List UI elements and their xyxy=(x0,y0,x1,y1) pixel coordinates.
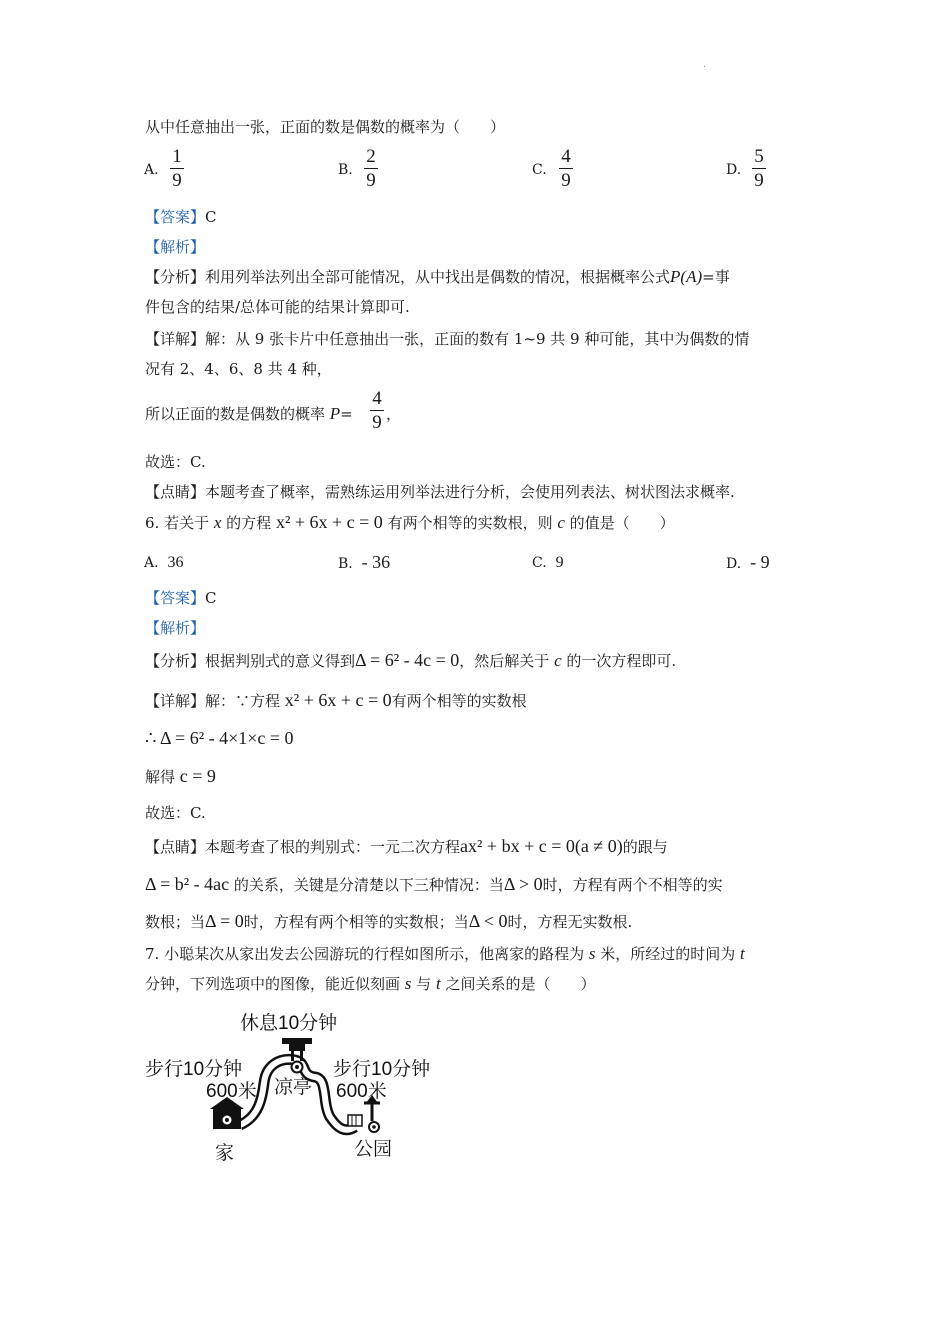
general-quadratic: ax² + bx + c = 0(a ≠ 0) xyxy=(460,836,623,856)
q6-option-c xyxy=(532,554,564,572)
condition-negative: Δ < 0 xyxy=(468,911,508,931)
var-c: c xyxy=(554,651,562,670)
q5-probability-fraction xyxy=(370,389,384,432)
denominator: 9 xyxy=(754,170,764,191)
option-letter: A. xyxy=(144,162,159,178)
option-letter: D. xyxy=(726,162,742,178)
denominator: 9 xyxy=(372,412,382,433)
condition-positive: Δ > 0 xyxy=(503,874,543,894)
q5-option-a xyxy=(144,162,159,178)
option-letter: D. xyxy=(726,556,742,572)
numerator: 2 xyxy=(366,146,376,167)
q6-dianjing-line1 xyxy=(145,836,668,857)
dianjing-tag: 【点睛】 xyxy=(145,838,206,856)
xiangjie-text: 解：从 9 张卡片中任意抽出一张，正面的数有 1~9 共 9 种可能，其中为偶数的情 xyxy=(205,330,750,348)
discriminant-equation: Δ = 6² - 4c = 0 xyxy=(355,650,460,670)
route-diagram xyxy=(140,1005,460,1170)
equation: x² + 6x + c = 0 xyxy=(275,512,383,532)
option-letter: C. xyxy=(532,555,547,571)
stem-text: 米，所经过的时间为 xyxy=(595,945,741,963)
q6-stem xyxy=(145,512,675,533)
q7-stem-line2 xyxy=(145,973,595,994)
denominator: 9 xyxy=(366,170,376,191)
fenxi-text: 根据判别式的意义得到 xyxy=(205,652,356,670)
numerator: 4 xyxy=(561,146,571,167)
park-label: 公园 xyxy=(354,1139,393,1160)
dianjing-text: 数根；当 xyxy=(145,913,206,931)
option-letter: C. xyxy=(532,162,547,178)
answer-tag: 【答案】 xyxy=(145,589,206,607)
walk-right-label: 步行10分钟 xyxy=(333,1059,431,1080)
answer-tag: 【答案】 xyxy=(145,208,206,226)
fenxi-text: 利用列举法列出全部可能情况，从中找出是偶数的情况，根据概率公式 xyxy=(205,268,671,286)
discriminant-formula: Δ = b² - 4ac xyxy=(145,874,230,894)
q6-analysis-tag: 【解析】 xyxy=(145,619,206,637)
step-text: 解得 xyxy=(145,768,180,786)
home-label: 家 xyxy=(215,1143,235,1164)
q5-probability-line xyxy=(145,403,353,424)
xiangjie-text: 解：∵方程 xyxy=(205,692,285,710)
stem-text: 分钟，下列选项中的图像，能近似刻画 xyxy=(145,975,405,993)
walk-left-label: 步行10分钟 xyxy=(145,1059,243,1080)
xiangjie-tag: 【详解】 xyxy=(145,692,206,710)
q5-option-b-fraction xyxy=(364,147,378,190)
fenxi-text: 的一次方程即可. xyxy=(561,652,677,670)
q6-option-a xyxy=(144,554,183,572)
var-s: s xyxy=(404,974,412,993)
dianjing-text: 本题考查了概率，需熟练运用列举法进行分析，会使用列表法、树状图法求概率. xyxy=(205,483,735,501)
q5-analysis-tag: 【解析】 xyxy=(145,238,206,256)
var-s: s xyxy=(588,944,596,963)
q5-probability-end: ， xyxy=(386,405,402,423)
prob-equals: = xyxy=(340,405,353,423)
dianjing-text: 时，方程有两个不相等的实 xyxy=(542,876,723,894)
q5-option-b xyxy=(338,162,353,178)
fenxi-tag: 【分析】 xyxy=(145,652,206,670)
q6-dianjing-line2 xyxy=(145,874,723,895)
formula: P(A) xyxy=(670,267,703,286)
q6-fenxi xyxy=(145,650,676,671)
option-value: - 36 xyxy=(361,552,391,572)
q6-step2 xyxy=(145,766,216,787)
q5-answer xyxy=(145,206,217,227)
q6-xiangjie xyxy=(145,690,527,711)
q5-option-c xyxy=(532,162,547,178)
xiangjie-text: 有两个相等的实数根 xyxy=(391,692,527,710)
q5-xiangjie-line1 xyxy=(145,328,749,349)
q5-xiangjie-line2: 况有 2、4、6、8 共 4 种， xyxy=(145,360,332,378)
fenxi-tag: 【分析】 xyxy=(145,268,206,286)
q5-option-c-fraction xyxy=(559,147,573,190)
dianjing-text: 的跟与 xyxy=(622,838,668,856)
dianjing-text: 的关系，关键是分清楚以下三种情况：当 xyxy=(229,876,504,894)
q5-choose: 故选：C. xyxy=(145,453,206,471)
stem-text: 的值是（ ） xyxy=(564,514,675,532)
option-value: 9 xyxy=(555,554,564,571)
option-letter: B. xyxy=(338,162,353,178)
var-t: t xyxy=(740,944,745,963)
q7-stem-line1 xyxy=(145,943,745,964)
var-t: t xyxy=(435,974,441,993)
prob-text: 所以正面的数是偶数的概率 xyxy=(145,405,330,423)
q6-answer xyxy=(145,587,217,608)
stem-text: 的方程 xyxy=(221,514,276,532)
q6-dianjing-line3 xyxy=(145,911,632,932)
numerator: 4 xyxy=(372,388,382,409)
answer-value: C xyxy=(205,208,217,226)
option-letter: A. xyxy=(144,555,159,571)
condition-zero: Δ = 0 xyxy=(205,911,244,931)
q5-stem: 从中任意抽出一张，正面的数是偶数的概率为（ ） xyxy=(145,118,506,136)
stem-text: 7. 小聪某次从家出发去公园游玩的行程如图所示，他离家的路程为 xyxy=(145,945,589,963)
q6-choose: 故选：C. xyxy=(145,804,206,822)
xiangjie-tag: 【详解】 xyxy=(145,330,206,348)
equation: x² + 6x + c = 0 xyxy=(284,690,392,710)
dist-left-label: 600米 xyxy=(206,1081,257,1102)
q6-step1: ∴ Δ = 6² - 4×1×c = 0 xyxy=(145,728,294,748)
q5-fenxi-line1 xyxy=(145,266,730,287)
denominator: 9 xyxy=(172,170,182,191)
page-mark: . xyxy=(703,60,706,70)
fenxi-text-end: =事 xyxy=(702,268,730,286)
q6-option-b xyxy=(338,552,390,573)
q5-fenxi-line2: 件包含的结果/总体可能的结果计算即可. xyxy=(145,298,410,316)
q6-option-d xyxy=(726,552,770,573)
var-c: c xyxy=(557,513,565,532)
q5-dianjing xyxy=(145,481,735,502)
stem-text: 与 xyxy=(411,975,436,993)
denominator: 9 xyxy=(561,170,571,191)
dianjing-tag: 【点睛】 xyxy=(145,483,206,501)
stem-text: 之间关系的是（ ） xyxy=(440,975,596,993)
rest-label: 休息10分钟 xyxy=(240,1013,338,1034)
dianjing-text: 本题考查了根的判别式：一元二次方程 xyxy=(205,838,461,856)
dianjing-text: 时，方程无实数根. xyxy=(507,913,633,931)
q5-option-d-fraction xyxy=(752,147,766,190)
q5-option-a-fraction xyxy=(170,147,184,190)
dist-right-label: 600米 xyxy=(336,1081,387,1102)
option-letter: B. xyxy=(338,556,353,572)
option-value: 36 xyxy=(167,554,184,571)
option-value: - 9 xyxy=(750,552,770,572)
stem-text: 有两个相等的实数根，则 xyxy=(382,514,558,532)
dianjing-text: 时，方程有两个相等的实数根；当 xyxy=(243,913,469,931)
prob-symbol: P xyxy=(329,404,341,423)
fenxi-text: ，然后解关于 xyxy=(459,652,555,670)
stem-text: 6. 若关于 xyxy=(145,514,214,532)
numerator: 1 xyxy=(172,146,182,167)
var-x: x xyxy=(213,513,222,532)
numerator: 5 xyxy=(754,146,764,167)
q5-option-d xyxy=(726,162,741,178)
pavilion-label: 凉亭 xyxy=(274,1077,313,1098)
result-equation: c = 9 xyxy=(179,766,216,786)
answer-value: C xyxy=(205,589,217,607)
